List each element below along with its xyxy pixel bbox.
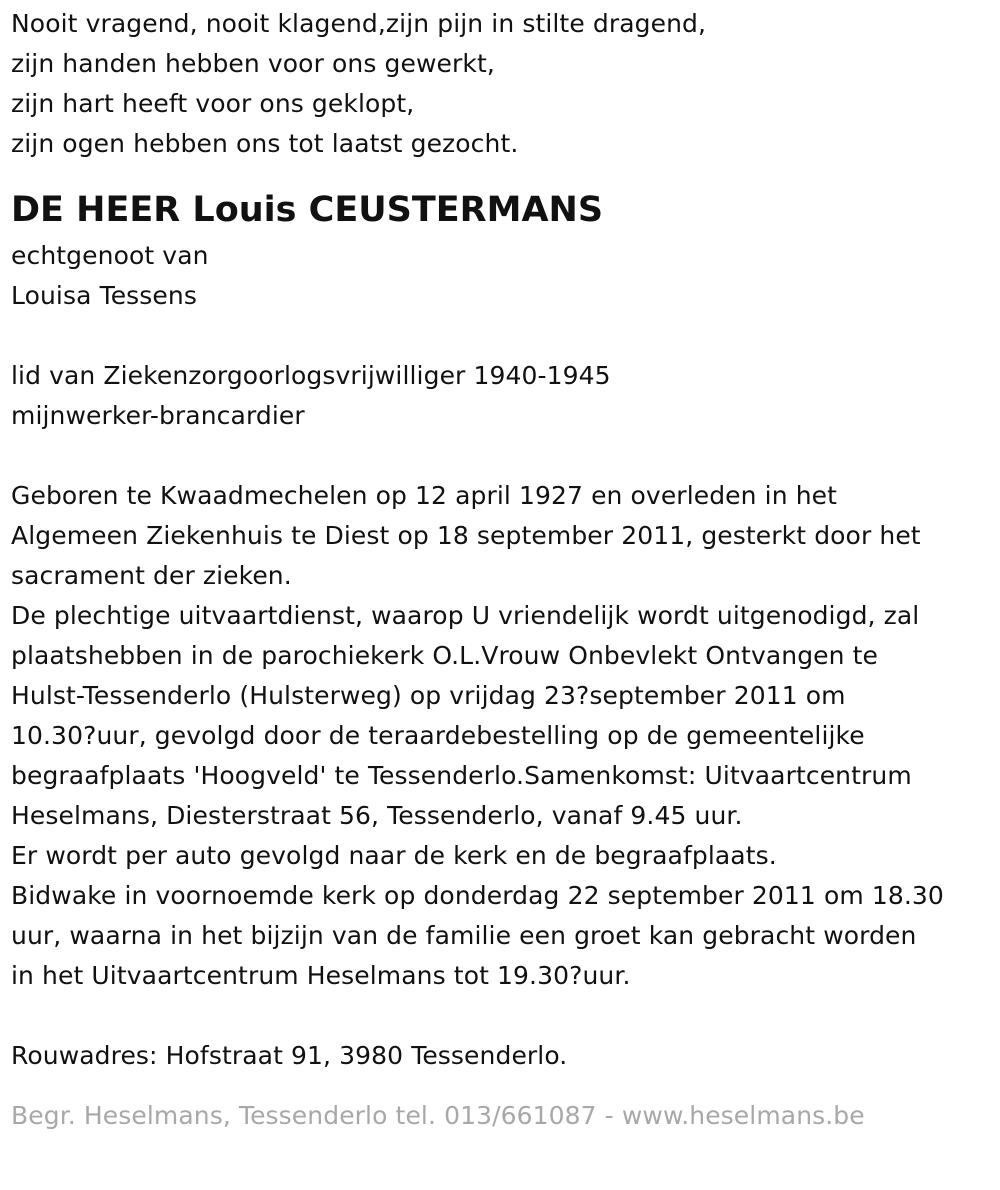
- body-line: Bidwake in voornoemde kerk op donderdag 22 september 2011 om 18.30: [11, 881, 944, 910]
- body-line: sacrament der zieken.: [11, 561, 292, 590]
- body-line: uur, waarna in het bijzijn van de familie een groet kan gebracht worden: [11, 921, 917, 950]
- body-line: 10.30?uur, gevolgd door de teraardebestelling op de gemeentelijke: [11, 721, 865, 750]
- poem: [11, 4, 991, 164]
- body-line: De plechtige uitvaartdienst, waarop U vriendelijk wordt uitgenodigd, zal: [11, 601, 920, 630]
- deceased-name: DE HEER Louis CEUSTERMANS: [11, 190, 604, 230]
- body-line: Geboren te Kwaadmechelen op 12 april 1927 en overleden in het: [11, 481, 838, 510]
- funeral-home-footer: Begr. Heselmans, Tessenderlo tel. 013/661087 - www.heselmans.be: [11, 1101, 865, 1130]
- body-text: [11, 476, 991, 996]
- body-line: Er wordt per auto gevolgd naar de kerk en de begraafplaats.: [11, 841, 777, 870]
- spacer: [11, 996, 991, 1036]
- spouse-line: Louisa Tessens: [11, 281, 197, 310]
- body-line: in het Uitvaartcentrum Heselmans tot 19.30?uur.: [11, 961, 631, 990]
- poem-line: zijn handen hebben voor ons gewerkt,: [11, 49, 495, 78]
- poem-line: zijn ogen hebben ons tot laatst gezocht.: [11, 129, 519, 158]
- body-line: Heselmans, Diesterstraat 56, Tessenderlo, vanaf 9.45 uur.: [11, 801, 743, 830]
- membership-line: mijnwerker-brancardier: [11, 401, 305, 430]
- body-line: Hulst-Tessenderlo (Hulsterweg) op vrijdag 23?september 2011 om: [11, 681, 846, 710]
- spouse-line: echtgenoot van: [11, 241, 209, 270]
- body-line: begraafplaats 'Hoogveld' te Tessenderlo.Samenkomst: Uitvaartcentrum: [11, 761, 912, 790]
- body-line: plaatshebben in de parochiekerk O.L.Vrouw Onbevlekt Ontvangen te: [11, 641, 879, 670]
- membership-line: lid van Ziekenzorgoorlogsvrijwilliger 1940-1945: [11, 361, 611, 390]
- spouse-block: [11, 236, 991, 316]
- mourning-address: Rouwadres: Hofstraat 91, 3980 Tessenderlo.: [11, 1041, 568, 1070]
- poem-line: Nooit vragend, nooit klagend,zijn pijn in stilte dragend,: [11, 9, 707, 38]
- body-line: Algemeen Ziekenhuis te Diest op 18 september 2011, gesterkt door het: [11, 521, 921, 550]
- poem-line: zijn hart heeft voor ons geklopt,: [11, 89, 415, 118]
- obituary-card: [11, 4, 991, 1136]
- membership-block: [11, 356, 991, 436]
- spacer: [11, 316, 991, 356]
- spacer: [11, 436, 991, 476]
